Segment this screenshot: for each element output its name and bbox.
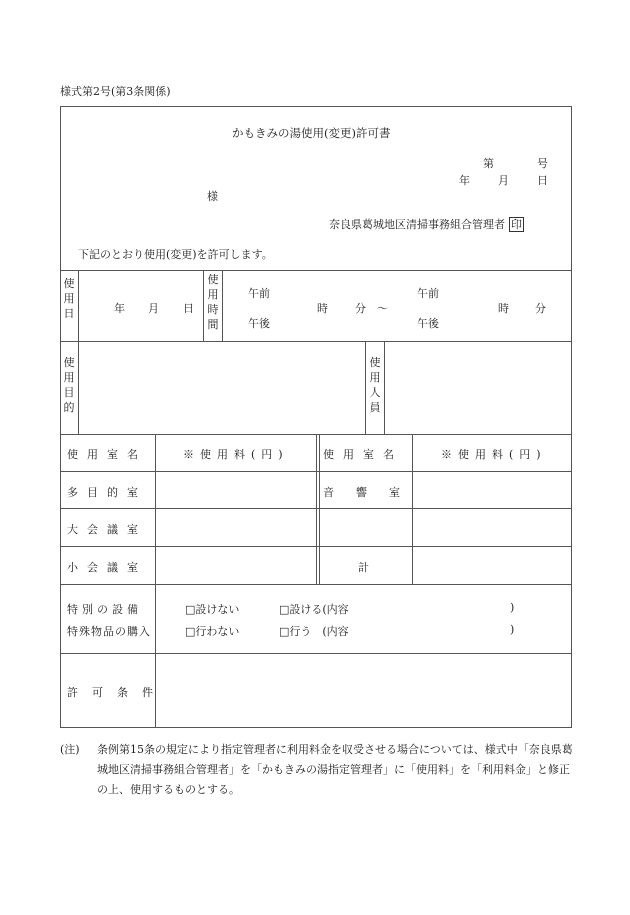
date-year: 年 [114, 302, 125, 315]
tilde: ～ [377, 302, 388, 315]
start-pm: 午後 [248, 317, 270, 330]
note-label: (注) [60, 743, 80, 756]
conditions-label: 許可条件 [67, 686, 167, 699]
purchase-close-paren: ) [510, 623, 515, 636]
issuer-name: 奈良県葛城地区清掃事務組合管理者 [329, 218, 505, 231]
start-am: 午前 [248, 287, 270, 300]
end-am: 午前 [417, 287, 439, 300]
room-onkyo: 音響室 [323, 486, 422, 499]
seal-mark: 印 [511, 218, 522, 231]
use-time-label: 使用時間 [207, 273, 219, 331]
day-label: 日 [537, 174, 548, 187]
note-text: 条例第15条の規定により指定管理者に利用料金を収受させる場合については、様式中「奈良県葛城地区清掃事務組合管理者」を「かもきみの湯指定管理者」に「使用料」を「利用料金」と修正の上、使用するものとする。 [97, 743, 573, 796]
end-hour: 時 [498, 302, 509, 315]
addressee-sama: 様 [207, 190, 218, 203]
room-header-left: 使用室名 [67, 448, 147, 461]
equip-no-checkbox[interactable]: □設けない [185, 603, 240, 616]
equip-yes-checkbox[interactable]: □設ける(内容 [279, 603, 349, 616]
use-date-label: 使用日 [63, 277, 75, 320]
room-daikaigi: 大会議室 [67, 523, 147, 536]
line [60, 584, 572, 585]
line [384, 341, 385, 434]
date-month: 月 [148, 302, 159, 315]
purpose-label: 使用目的 [63, 356, 75, 414]
room-header-right: 使用室名 [323, 448, 403, 461]
line [365, 341, 366, 434]
month-label: 月 [498, 174, 509, 187]
end-minute: 分 [535, 302, 546, 315]
line [319, 434, 320, 584]
line [60, 341, 572, 342]
form-title: かもきみの湯使用(変更)許可書 [232, 126, 391, 140]
persons-label: 使用人員 [369, 356, 381, 414]
line [316, 434, 317, 584]
equip-close-paren: ) [510, 601, 515, 614]
total-label: 計 [358, 561, 369, 574]
end-pm: 午後 [417, 317, 439, 330]
date-day: 日 [183, 302, 194, 315]
room-shokaigi: 小会議室 [67, 561, 147, 574]
issuer [329, 216, 524, 232]
purchase-no-checkbox[interactable]: □行わない [185, 625, 240, 638]
permission-statement: 下記のとおり使用(変更)を許可します。 [78, 248, 273, 261]
special-purchase-label: 特殊物品の購入 [67, 625, 151, 638]
go-label: 号 [537, 157, 548, 170]
footnote [60, 740, 580, 800]
line [60, 270, 572, 271]
year-label: 年 [459, 174, 470, 187]
line [412, 434, 413, 584]
fee-header-left: ※使用料(円) [183, 448, 289, 461]
purchase-yes-checkbox[interactable]: □行う (内容 [279, 625, 349, 638]
line [203, 270, 204, 341]
form-number: 様式第2号(第3条関係) [60, 85, 171, 98]
start-minute: 分 [355, 302, 366, 315]
dai-label: 第 [483, 157, 494, 170]
special-equipment-label: 特別の設備 [67, 603, 142, 616]
room-tamokuteki: 多目的室 [67, 486, 147, 499]
fee-header-right: ※使用料(円) [441, 448, 547, 461]
line [222, 270, 223, 341]
line [60, 653, 572, 654]
line [78, 270, 79, 341]
line [78, 341, 79, 434]
start-hour: 時 [317, 302, 328, 315]
